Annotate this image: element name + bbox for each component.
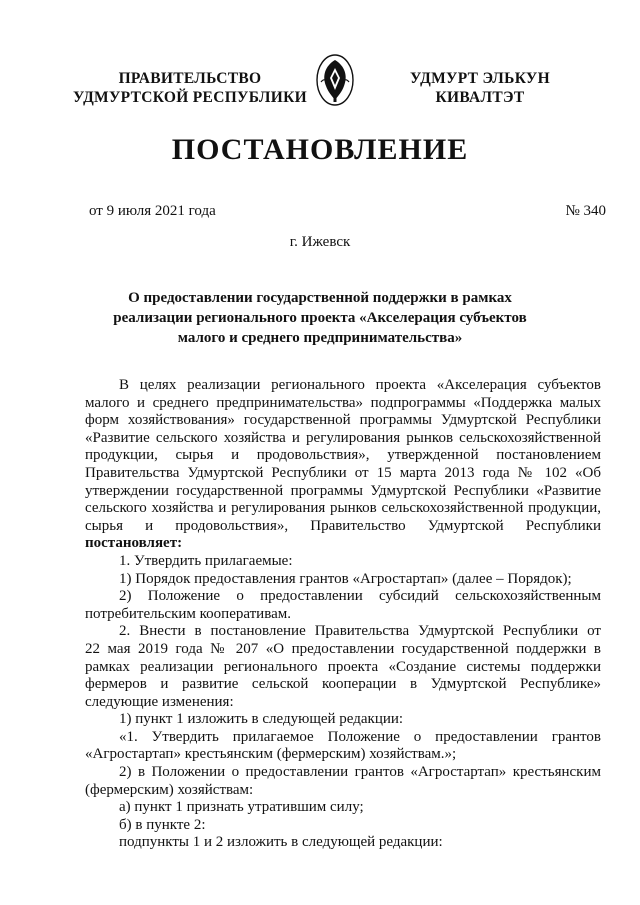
paragraph-line: «Развитие сельского хозяйства и регулирования рынков сельскохозяйственной <box>85 429 601 446</box>
paragraph-line: продукции, сырья и продовольствия», утвержденной постановлением <box>85 447 601 464</box>
document-body <box>85 377 601 852</box>
paragraph-line: «Агростартап» крестьянским (фермерским) хозяйствам.»; <box>85 746 457 763</box>
paragraph-line: 2) Положение о предоставлении субсидий сельскохозяйственным <box>119 588 601 605</box>
list-item: б) в пункте 2: <box>119 816 206 833</box>
paragraph-line: следующие изменения: <box>85 693 234 710</box>
paragraph-line: фермеров и развитие сельской кооперации в Удмуртской Республике» <box>85 676 601 693</box>
list-item: 1) Порядок предоставления грантов «Агростартап» (далее – Порядок); <box>119 570 572 587</box>
paragraph-line: Правительства Удмуртской Республики от 15 марта 2013 года № 102 «Об <box>85 464 601 481</box>
paragraph-line: 22 мая 2019 года № 207 «О предоставлении государственной поддержки в <box>85 640 601 657</box>
paragraph-line: В целях реализации регионального проекта «Акселерация субъектов <box>119 377 601 393</box>
document-city: г. Ижевск <box>289 234 351 250</box>
paragraph-line: сырья и продовольствия», Правительство Удмуртской Республики <box>85 517 601 534</box>
government-name-udmurt-line-2: КИВАЛТЭТ <box>435 89 525 106</box>
paragraph-line: утверждении государственной программы Удмуртской Республики «Развитие <box>85 482 601 499</box>
document-title: ПОСТАНОВЛЕНИЕ <box>171 133 469 166</box>
paragraph-line: 2) в Положении о предоставлении грантов «Агростартап» крестьянским <box>119 764 601 781</box>
paragraph-line: сельского хозяйства и регулирования рынков сельскохозяйственной продукции, <box>85 500 601 517</box>
paragraph-line: «1. Утвердить прилагаемое Положение о предоставлении грантов <box>119 728 601 745</box>
government-name-udmurt <box>375 69 585 107</box>
list-item: 1. Утвердить прилагаемые: <box>119 552 293 569</box>
government-name-udmurt-line-1: УДМУРТ ЭЛЬКУН <box>410 70 550 87</box>
udmurt-coat-of-arms-icon <box>315 52 355 108</box>
document-subject <box>100 288 540 348</box>
subject-line: О предоставлении государственной поддержки в рамках <box>128 290 512 306</box>
list-item: 1) пункт 1 изложить в следующей редакции: <box>119 711 404 728</box>
paragraph-line: форм хозяйствования» государственной программы Удмуртской Республики <box>85 412 601 429</box>
list-item: а) пункт 1 признать утратившим силу; <box>119 799 364 816</box>
paragraph-line: малого и среднего предпринимательства» подпрограммы «Поддержка малых <box>85 394 601 411</box>
decree-word: постановляет: <box>85 535 183 552</box>
document-number: № 340 <box>565 203 606 219</box>
subject-line: малого и среднего предпринимательства» <box>177 330 463 346</box>
paragraph-line: потребительским кооперативам. <box>85 605 291 622</box>
paragraph-line: (фермерским) хозяйствам: <box>85 781 254 798</box>
subject-line: реализации регионального проекта «Акселерация субъектов <box>113 310 527 326</box>
paragraph-line: подпункты 1 и 2 изложить в следующей редакции: <box>119 834 443 851</box>
paragraph-line: рамках реализации регионального проекта «Создание системы поддержки <box>85 658 601 675</box>
government-name-line-1: ПРАВИТЕЛЬСТВО <box>118 70 262 87</box>
document-date: от 9 июля 2021 года <box>89 203 216 219</box>
government-name <box>60 69 320 107</box>
paragraph-line: 2. Внести в постановление Правительства Удмуртской Республики от <box>119 623 601 640</box>
government-name-line-2: УДМУРТСКОЙ РЕСПУБЛИКИ <box>72 89 307 106</box>
